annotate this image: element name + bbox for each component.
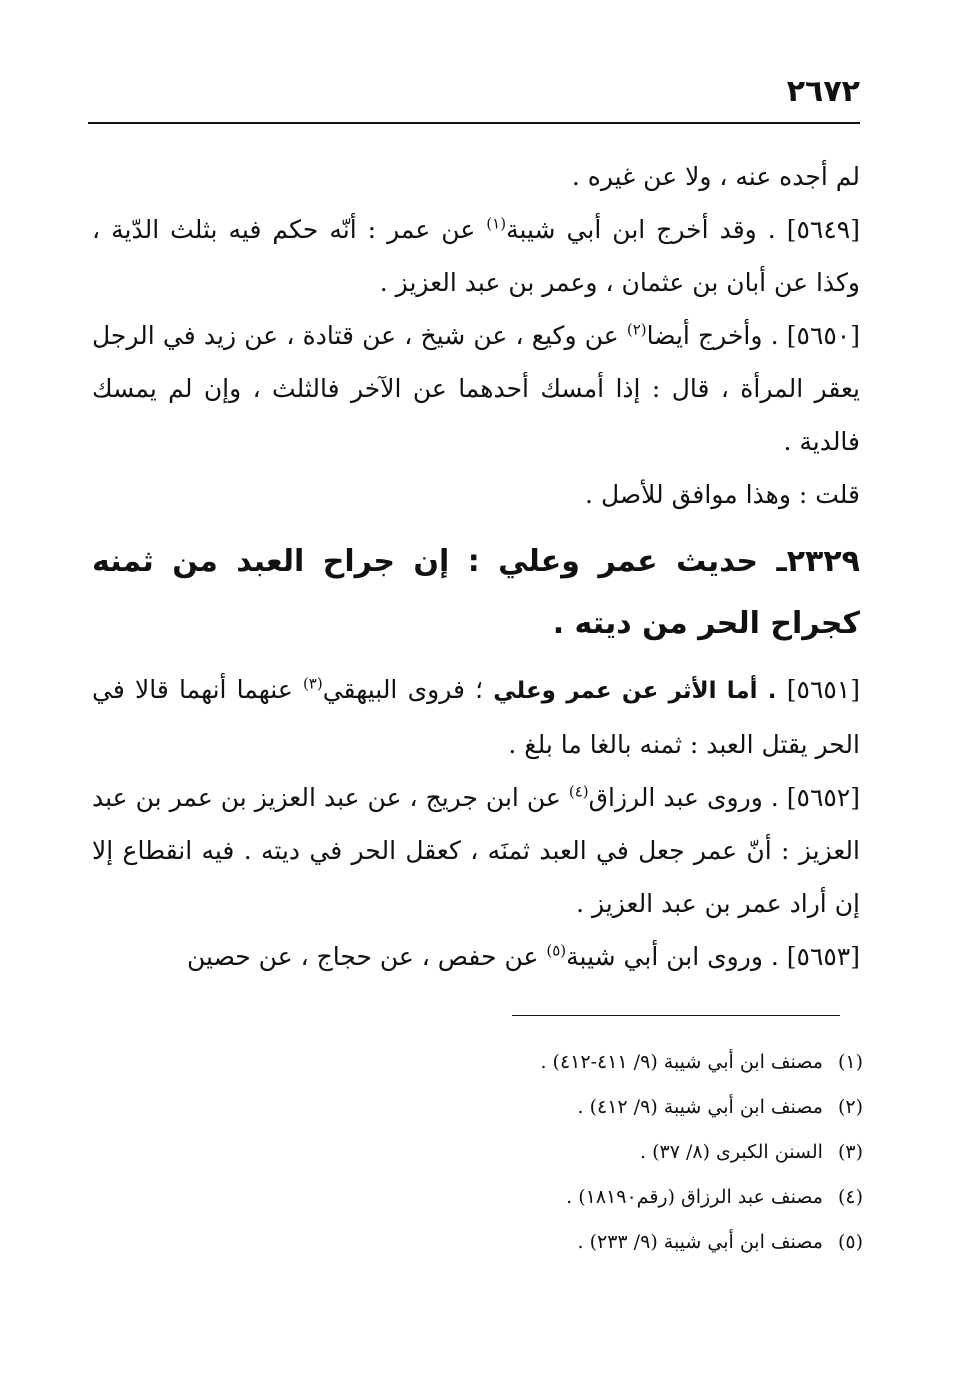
footnote-marker: (١)	[486, 214, 507, 233]
footnote-item	[263, 1220, 863, 1265]
paragraph-5650	[92, 309, 860, 468]
paragraph-text: . وأخرج أيضا	[646, 321, 787, 350]
paragraph-text: عنهما أنهما قالا في الحر يقتل العبد : ثمنه بالغا ما بلغ .	[92, 675, 860, 759]
footnote-marker: (٥)	[546, 941, 567, 960]
main-text	[92, 150, 860, 983]
footnote-marker: (٣)	[302, 674, 323, 693]
paragraph-5649	[92, 203, 860, 309]
paragraph-text: . وقد أخرج ابن أبي شيبة	[506, 215, 787, 244]
reference-number: [٥٦٥٣]	[786, 942, 860, 971]
paragraph-text: ؛ فروى البيهقي	[322, 675, 494, 704]
hadith-heading: ٢٣٢٩ـ حديث عمر وعلي : إن جراح العبد من ثمنه كجراح الحر من ديته .	[92, 544, 860, 641]
footnote-marker: (٤)	[568, 782, 589, 801]
paragraph-text: عن وكيع ، عن شيخ ، عن قتادة ، عن زيد في الرجل يعقر المرأة ، قال : إذا أمسك أحدهما عن الآخر فالثلث ، وإن لم يمسك فالدية .	[92, 321, 860, 456]
paragraph-text: عن حفص ، عن حجاج ، عن حصين	[187, 942, 547, 971]
paragraph-5652	[92, 771, 860, 930]
paragraph-1	[92, 150, 860, 203]
footnote-number: (٥)	[837, 1231, 863, 1253]
paragraph-text: قلت : وهذا موافق للأصل .	[585, 480, 860, 509]
bold-lead: . أما الأثر عن عمر وعلي	[493, 678, 787, 704]
reference-number: [٥٦٥١]	[786, 675, 860, 704]
footnotes	[263, 1040, 863, 1265]
reference-number: [٥٦٥٠]	[786, 321, 860, 350]
footnote-number: (٤)	[837, 1186, 863, 1208]
footnote-number: (٣)	[837, 1141, 863, 1163]
footnote-item	[263, 1040, 863, 1085]
paragraph-comment	[92, 468, 860, 521]
footnote-number: (٢)	[837, 1096, 863, 1118]
page-number: ٢٦٧٢	[786, 74, 860, 109]
paragraph-text: عن ابن جريج ، عن عبد العزيز بن عمر بن عبد العزيز : أنّ عمر جعل في العبد ثمنَه ، كعقل الحر في ديته . فيه انقطاع إلا إن أراد عمر بن عبد العزيز .	[92, 783, 860, 918]
paragraph-text: . وروى ابن أبي شيبة	[566, 942, 787, 971]
paragraph-text: لم أجده عنه ، ولا عن غيره .	[571, 162, 860, 191]
reference-number: [٥٦٥٢]	[786, 783, 860, 812]
paragraph-5651	[92, 663, 860, 771]
footnote-separator	[512, 1015, 840, 1016]
footnote-item	[263, 1175, 863, 1220]
paragraph-text: عن عمر : أنّه حكم فيه بثلث الدّية ، وكذا عن أبان بن عثمان ، وعمر بن عبد العزيز .	[92, 215, 860, 297]
paragraph-5653	[92, 930, 860, 983]
footnote-item	[263, 1130, 863, 1175]
page-header	[88, 72, 860, 124]
footnote-text: مصنف ابن أبي شيبة (٩/ ٤١٢) .	[577, 1096, 823, 1118]
footnote-text: مصنف ابن أبي شيبة (٩/ ٢٣٣) .	[577, 1231, 823, 1253]
footnote-item	[263, 1085, 863, 1130]
footnote-text: مصنف عبد الرزاق (رقم١٨١٩٠) .	[566, 1186, 823, 1208]
reference-number: [٥٦٤٩]	[786, 215, 860, 244]
footnote-text: السنن الكبرى (٨/ ٣٧) .	[640, 1141, 823, 1163]
footnote-number: (١)	[837, 1051, 863, 1073]
paragraph-text: . وروى عبد الرزاق	[588, 783, 787, 812]
footnote-text: مصنف ابن أبي شيبة (٩/ ٤١١-٤١٢) .	[540, 1051, 823, 1073]
footnote-marker: (٢)	[626, 320, 647, 339]
